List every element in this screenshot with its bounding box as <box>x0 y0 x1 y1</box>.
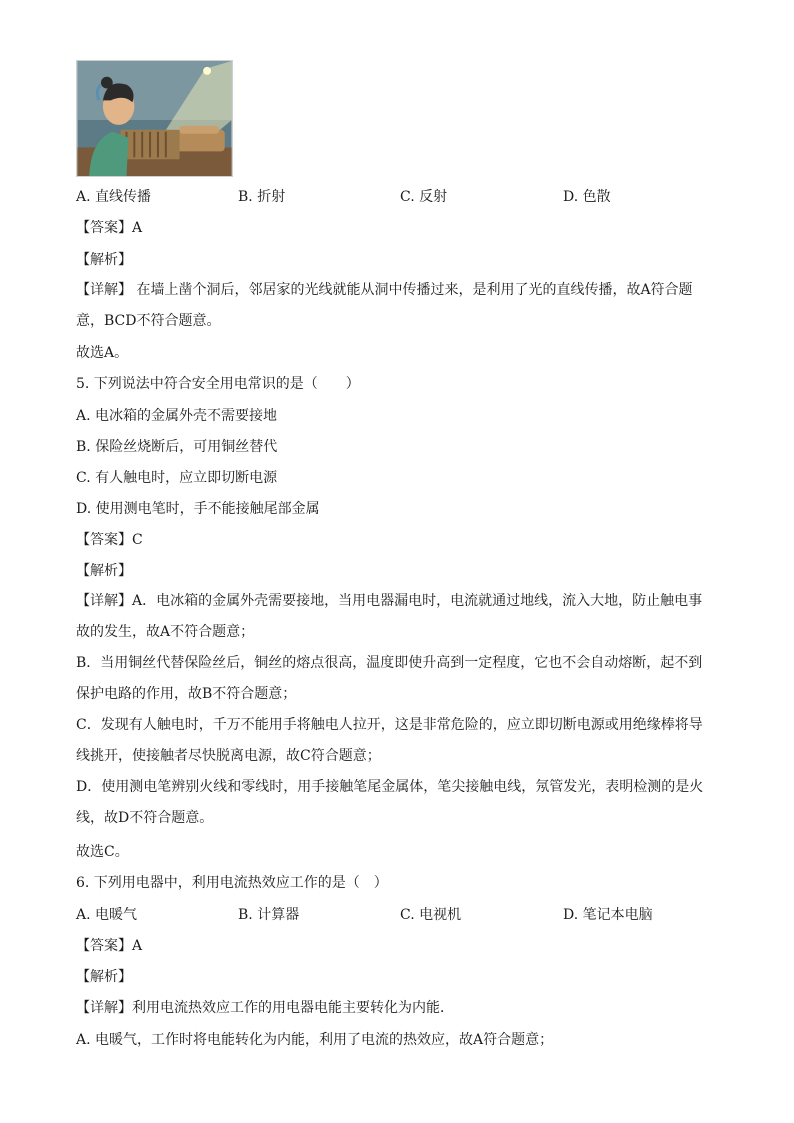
q4-answer: 【答案】A <box>76 220 143 236</box>
q5-detail-d: D．使用测电笔辨别火线和零线时，用手接触笔尾金属体，笔尖接触电线，氖管发光，表明检测的是火线，故D不符合题意。 <box>76 779 704 826</box>
q6-option-a: A. 电暖气 <box>76 907 138 923</box>
q6-option-b: B. 计算器 <box>238 907 300 923</box>
q6-option-c: C. 电视机 <box>400 907 462 923</box>
q6-analysis-heading: 【解析】 <box>76 969 132 985</box>
q5-analysis-heading: 【解析】 <box>76 563 132 579</box>
q5-option-d: D. 使用测电笔时，手不能接触尾部金属 <box>76 501 320 517</box>
q6-answer: 【答案】A <box>76 938 143 954</box>
story-illustration <box>76 60 233 177</box>
q5-detail-c: C．发现有人触电时，千万不能用手将触电人拉开，这是非常危险的，应立即切断电源或用绝缘棒将导线挑开，使接触者尽快脱离电源，故C符合题意； <box>76 717 703 764</box>
q5-option-c: C. 有人触电时，应立即切断电源 <box>76 470 278 486</box>
q4-analysis-heading: 【解析】 <box>76 252 132 268</box>
q6-detail: 【详解】利用电流热效应工作的用电器电能主要转化为内能． <box>76 1000 454 1016</box>
document-page <box>76 60 718 1048</box>
q4-option-d: D. 色散 <box>563 189 611 205</box>
q6-option-d: D. 笔记本电脑 <box>563 907 653 923</box>
q4-option-b: B. 折射 <box>238 189 286 205</box>
q4-conclusion: 故选A。 <box>76 345 129 361</box>
q5-option-b: B. 保险丝烧断后，可用铜丝替代 <box>76 439 278 455</box>
q5-stem: 5. 下列说法中符合安全用电常识的是（ ） <box>76 376 360 392</box>
q4-option-a: A. 直线传播 <box>76 189 152 205</box>
q6-stem: 6. 下列用电器中，利用电流热效应工作的是（ ） <box>76 875 388 891</box>
q4-option-c: C. 反射 <box>400 189 448 205</box>
q4-detail: 【详解】 在墙上凿个洞后，邻居家的光线就能从洞中传播过来，是利用了光的直线传播，故A符合题意，BCD不符合题意。 <box>76 282 693 329</box>
q5-answer: 【答案】C <box>76 532 143 548</box>
q6-detail-a: A. 电暖气，工作时将电能转化为内能，利用了电流的热效应，故A符合题意； <box>76 1032 554 1048</box>
q5-detail-b: B．当用铜丝代替保险丝后，铜丝的熔点很高，温度即使升高到一定程度，它也不会自动熔断，起不到保护电路的作用，故B不符合题意； <box>76 655 703 702</box>
q5-conclusion: 故选C。 <box>76 844 129 860</box>
q5-detail-a: 【详解】A．电冰箱的金属外壳需要接地，当用电器漏电时，电流就通过地线，流入大地，防止触电事故的发生，故A不符合题意； <box>76 593 703 640</box>
q5-option-a: A. 电冰箱的金属外壳不需要接地 <box>76 408 278 424</box>
